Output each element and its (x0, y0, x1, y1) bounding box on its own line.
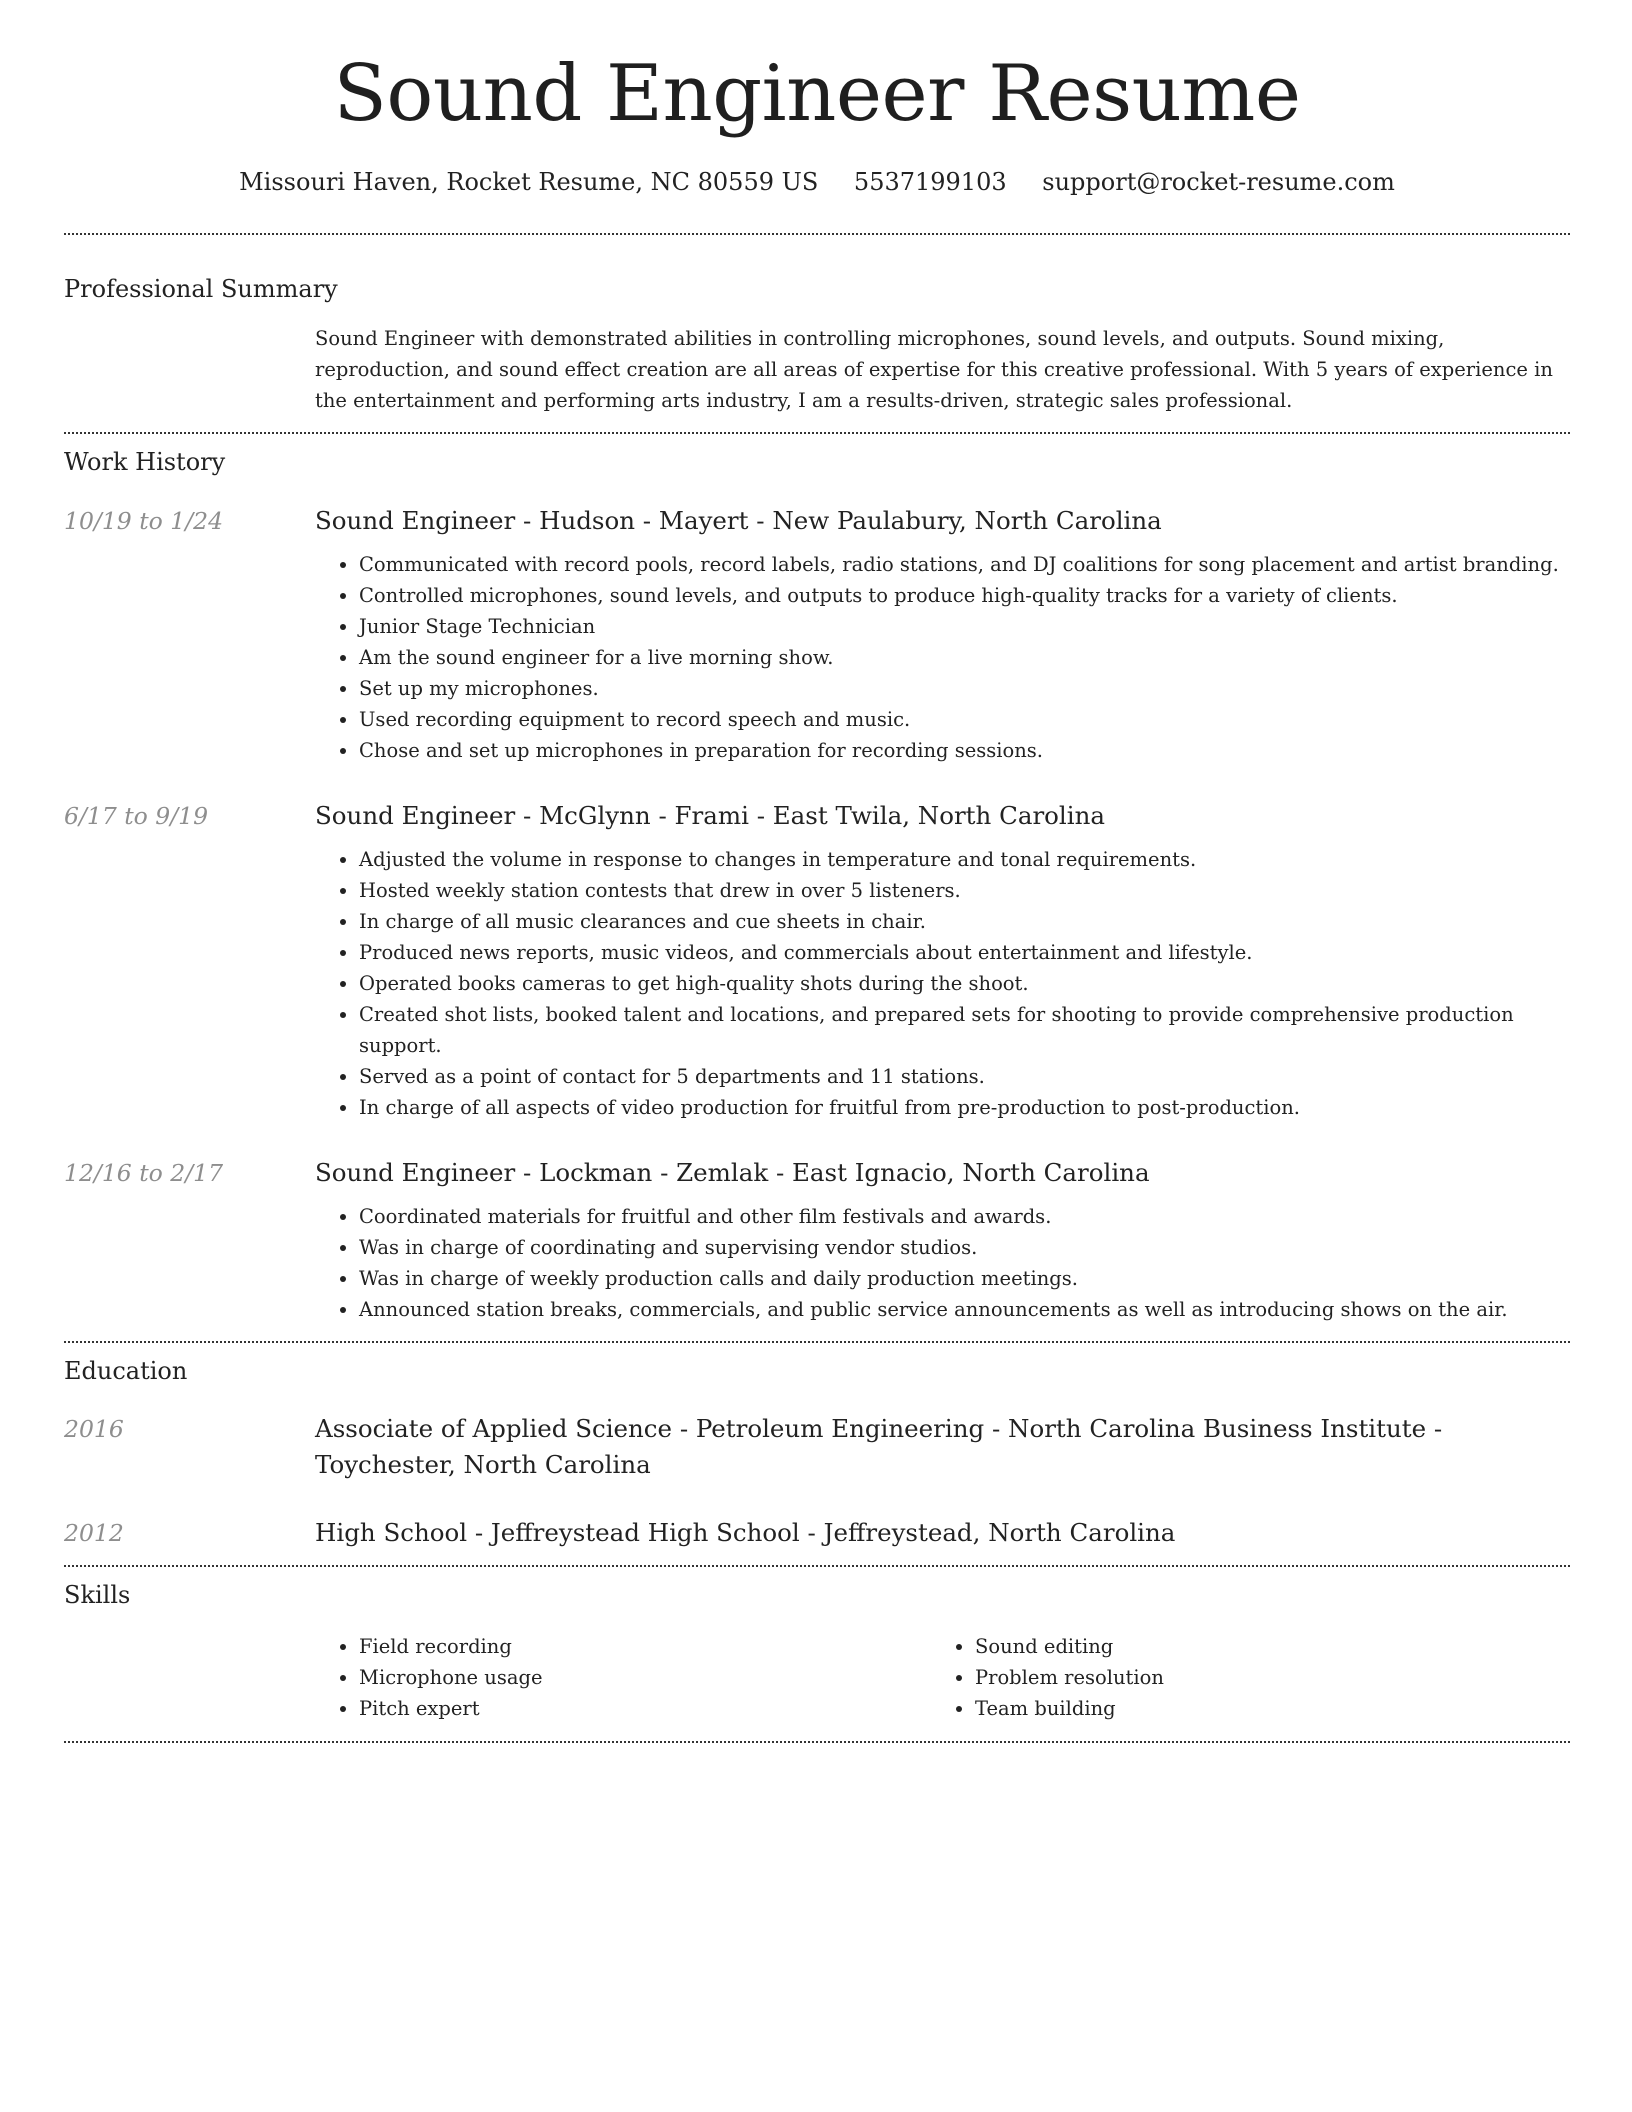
skill-item: • Team building (975, 1693, 1547, 1724)
resume-page (64, 0, 1570, 1743)
skill-item: • Problem resolution (975, 1662, 1547, 1693)
job-bullet: • Announced station breaks, commercials, and public service announcements as well as introducing shows on the air. (359, 1294, 1570, 1325)
skill-item: • Pitch expert (359, 1693, 931, 1724)
job-bullets (315, 549, 1570, 766)
job-bullet: • Used recording equipment to record speech and music. (359, 704, 1570, 735)
skill-item: • Sound editing (975, 1631, 1547, 1662)
job-bullet: • Was in charge of coordinating and supervising vendor studios. (359, 1232, 1570, 1263)
divider (64, 233, 1570, 235)
resume-title: Sound Engineer Resume (333, 49, 1301, 139)
work-history-heading: Work History (64, 447, 226, 476)
job-bullet: • Coordinated materials for fruitful and other film festivals and awards. (359, 1201, 1570, 1232)
job-bullet: • Chose and set up microphones in preparation for recording sessions. (359, 735, 1570, 766)
job-bullet: • Was in charge of weekly production calls and daily production meetings. (359, 1263, 1570, 1294)
skill-item: • Microphone usage (359, 1662, 931, 1693)
job-bullet: • Adjusted the volume in response to changes in temperature and tonal requirements. (359, 844, 1570, 875)
job-title: Sound Engineer - Lockman - Zemlak - East Ignacio, North Carolina (315, 1157, 1150, 1187)
job-bullet: • Produced news reports, music videos, and commercials about entertainment and lifestyle. (359, 937, 1570, 968)
job-bullets (315, 844, 1570, 1123)
contact-line (64, 168, 1570, 197)
job-bullet: • Am the sound engineer for a live morning show. (359, 642, 1570, 673)
skill-item: • Field recording (359, 1631, 931, 1662)
contact-phone: 5537199103 (853, 167, 1007, 196)
summary-text: Sound Engineer with demonstrated abilities in controlling microphones, sound levels, and outputs. Sound mixing, reproduction, and sound effect creation are all areas of expertise for this creative professional. With 5 years of experience in the entertainment and performing arts industry, I am a results-driven, strategic sales professional. (315, 326, 1553, 412)
job-title: Sound Engineer - McGlynn - Frami - East Twila, North Carolina (315, 800, 1105, 830)
education-detail: High School - Jeffreystead High School - Jeffreystead, North Carolina (315, 1517, 1176, 1547)
job-bullet: • In charge of all aspects of video production for fruitful from pre-production to post-production. (359, 1092, 1570, 1123)
contact-email: support@rocket-resume.com (1042, 167, 1395, 196)
education-year: 2016 (64, 1414, 124, 1443)
education-detail: Associate of Applied Science - Petroleum Engineering - North Carolina Business Institute - Toychester, North Carolina (315, 1413, 1443, 1479)
job-dates: 6/17 to 9/19 (64, 801, 209, 830)
job-bullet: • Communicated with record pools, record labels, radio stations, and DJ coalitions for song placement and artist branding. (359, 549, 1570, 580)
job-bullet: • Created shot lists, booked talent and locations, and prepared sets for shooting to provide comprehensive production support. (359, 999, 1570, 1061)
job-bullet: • In charge of all music clearances and cue sheets in chair. (359, 906, 1570, 937)
skills-list (315, 1631, 1570, 1724)
skills-heading: Skills (64, 1580, 131, 1609)
job-entry (64, 1155, 1570, 1325)
job-bullet: • Set up my microphones. (359, 673, 1570, 704)
education-entry (64, 1411, 1570, 1483)
job-entry (64, 503, 1570, 766)
job-bullets (315, 1201, 1570, 1325)
job-title: Sound Engineer - Hudson - Mayert - New Paulabury, North Carolina (315, 505, 1162, 535)
summary-heading: Professional Summary (64, 274, 338, 303)
job-bullet: • Operated books cameras to get high-quality shots during the shoot. (359, 968, 1570, 999)
contact-address: Missouri Haven, Rocket Resume, NC 80559 US (239, 167, 819, 196)
education-year: 2012 (64, 1518, 124, 1547)
divider (64, 1341, 1570, 1343)
skills-column-left (315, 1631, 931, 1724)
divider (64, 432, 1570, 434)
job-bullet: • Hosted weekly station contests that drew in over 5 listeners. (359, 875, 1570, 906)
job-bullet: • Served as a point of contact for 5 departments and 11 stations. (359, 1061, 1570, 1092)
divider (64, 1741, 1570, 1743)
job-bullet: • Controlled microphones, sound levels, and outputs to produce high-quality tracks for a variety of clients. (359, 580, 1570, 611)
job-dates: 10/19 to 1/24 (64, 506, 224, 535)
job-dates: 12/16 to 2/17 (64, 1158, 224, 1187)
job-bullet: • Junior Stage Technician (359, 611, 1570, 642)
divider (64, 1565, 1570, 1567)
education-heading: Education (64, 1356, 188, 1385)
education-entry (64, 1515, 1570, 1551)
job-entry (64, 798, 1570, 1123)
skills-column-right (931, 1631, 1547, 1724)
